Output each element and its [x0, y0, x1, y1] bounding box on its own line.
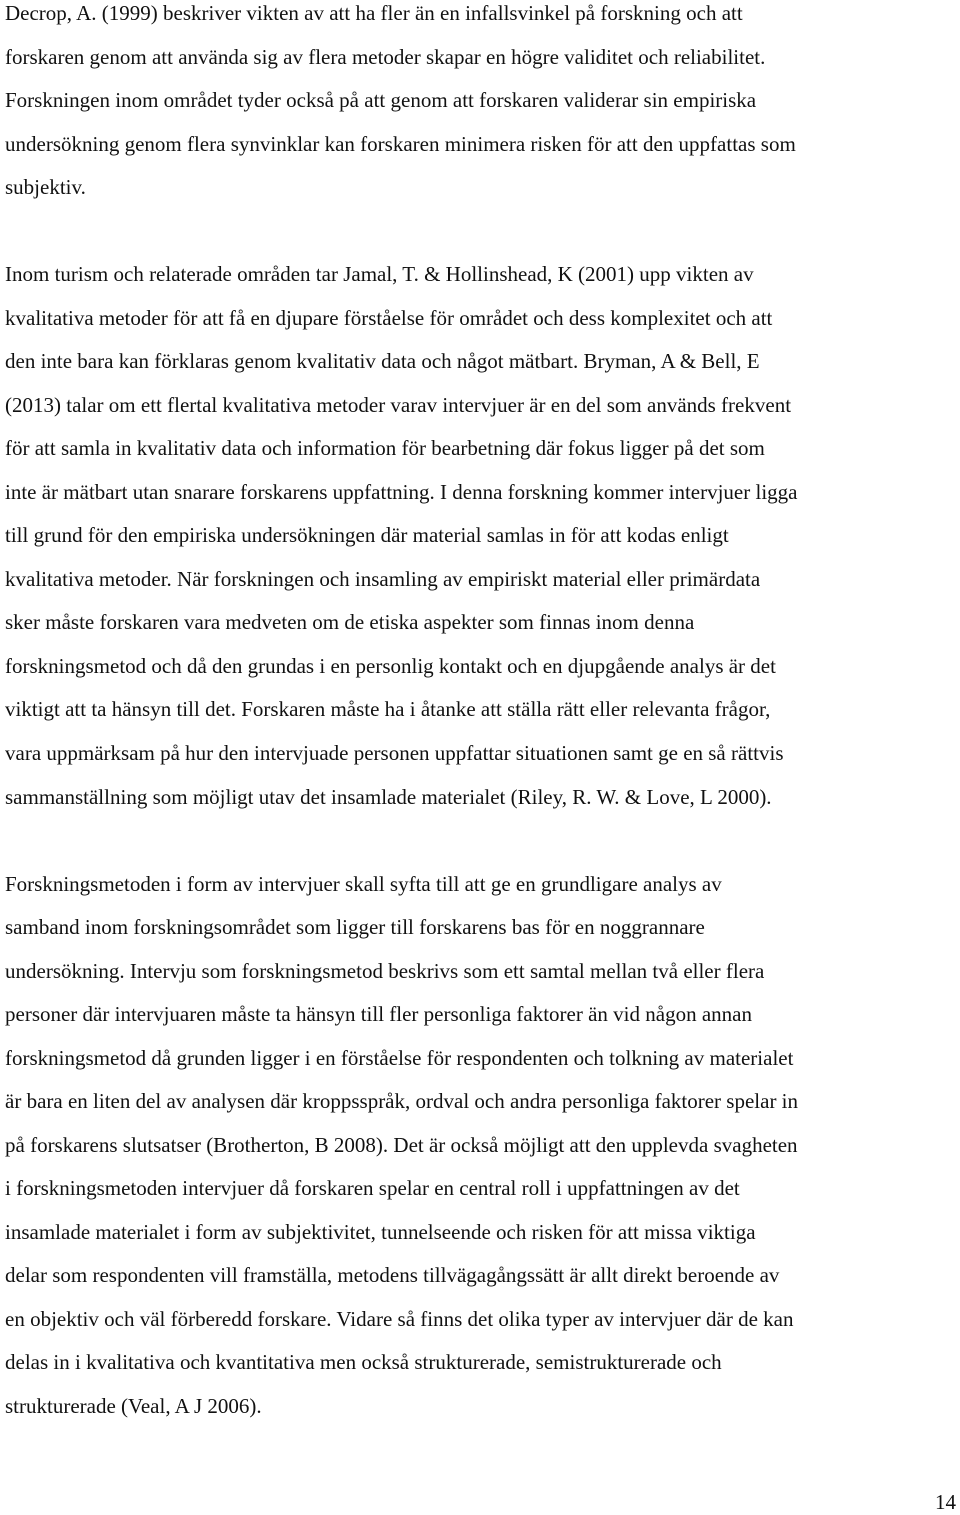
text-line: forskaren genom att använda sig av flera metoder skapar en högre validitet och reliabilitet.: [5, 45, 766, 69]
text-line: på forskarens slutsatser (Brotherton, B 2008). Det är också möjligt att den upplevda svagheten: [5, 1133, 798, 1157]
text-line: subjektiv.: [5, 175, 86, 199]
text-line: en objektiv och väl förberedd forskare. Vidare så finns det olika typer av intervjuer där de kan: [5, 1307, 794, 1331]
text-line: forskningsmetod och då den grundas i en personlig kontakt och en djupgående analys är det: [5, 654, 776, 678]
text-line: forskningsmetod då grunden ligger i en förståelse för respondenten och tolkning av materialet: [5, 1046, 794, 1070]
text-line: Forskningen inom området tyder också på att genom att forskaren validerar sin empiriska: [5, 88, 757, 112]
text-line: delar som respondenten vill framställa, metodens tillvägagångssätt är allt direkt beroende av: [5, 1263, 780, 1287]
text-line: Inom turism och relaterade områden tar Jamal, T. & Hollinshead, K (2001) upp vikten av: [5, 262, 754, 286]
text-line: sker måste forskaren vara medveten om de etiska aspekter som finnas inom denna: [5, 610, 695, 634]
text-line: Forskningsmetoden i form av intervjuer skall syfta till att ge en grundligare analys av: [5, 872, 722, 896]
text-line: undersökning. Intervju som forskningsmetod beskrivs som ett samtal mellan två eller flera: [5, 959, 765, 983]
text-line: den inte bara kan förklaras genom kvalitativ data och något mätbart. Bryman, A & Bell, E: [5, 349, 760, 373]
text-line: för att samla in kvalitativ data och information för bearbetning där fokus ligger på det som: [5, 436, 765, 460]
text-line: (2013) talar om ett flertal kvalitativa metoder varav intervjuer är en del som används frekvent: [5, 393, 792, 417]
text-line: i forskningsmetoden intervjuer då forskaren spelar en central roll i uppfattningen av det: [5, 1176, 740, 1200]
page-number: 14: [935, 1490, 956, 1514]
text-line: viktigt att ta hänsyn till det. Forskaren måste ha i åtanke att ställa rätt eller relevanta frågor,: [5, 697, 771, 721]
text-line: strukturerade (Veal, A J 2006).: [5, 1394, 262, 1418]
text-line: insamlade materialet i form av subjektivitet, tunnelseende och risken för att missa viktiga: [5, 1220, 756, 1244]
text-line: personer där intervjuaren måste ta hänsyn till fler personliga faktorer än vid någon annan: [5, 1002, 752, 1026]
text-line: undersökning genom flera synvinklar kan forskaren minimera risken för att den uppfattas som: [5, 132, 796, 156]
text-line: delas in i kvalitativa och kvantitativa men också strukturerade, semistrukturerade och: [5, 1350, 722, 1374]
text-line: kvalitativa metoder. När forskningen och insamling av empiriskt material eller primärdata: [5, 567, 761, 591]
text-line: kvalitativa metoder för att få en djupare förståelse för området och dess komplexitet och att: [5, 306, 773, 330]
text-line: är bara en liten del av analysen där kroppsspråk, ordval och andra personliga faktorer spelar in: [5, 1089, 799, 1113]
text-line: inte är mätbart utan snarare forskarens uppfattning. I denna forskning kommer intervjuer ligga: [5, 480, 798, 504]
text-line: till grund för den empiriska undersökningen där material samlas in för att kodas enligt: [5, 523, 729, 547]
text-line: samband inom forskningsområdet som ligger till forskarens bas för en noggrannare: [5, 915, 705, 939]
text-line: vara uppmärksam på hur den intervjuade personen uppfattar situationen samt ge en så rättvis: [5, 741, 784, 765]
text-line: sammanställning som möjligt utav det insamlade materialet (Riley, R. W. & Love, L 2000).: [5, 785, 772, 809]
text-line: Decrop, A. (1999) beskriver vikten av att ha fler än en infallsvinkel på forskning och att: [5, 1, 743, 25]
